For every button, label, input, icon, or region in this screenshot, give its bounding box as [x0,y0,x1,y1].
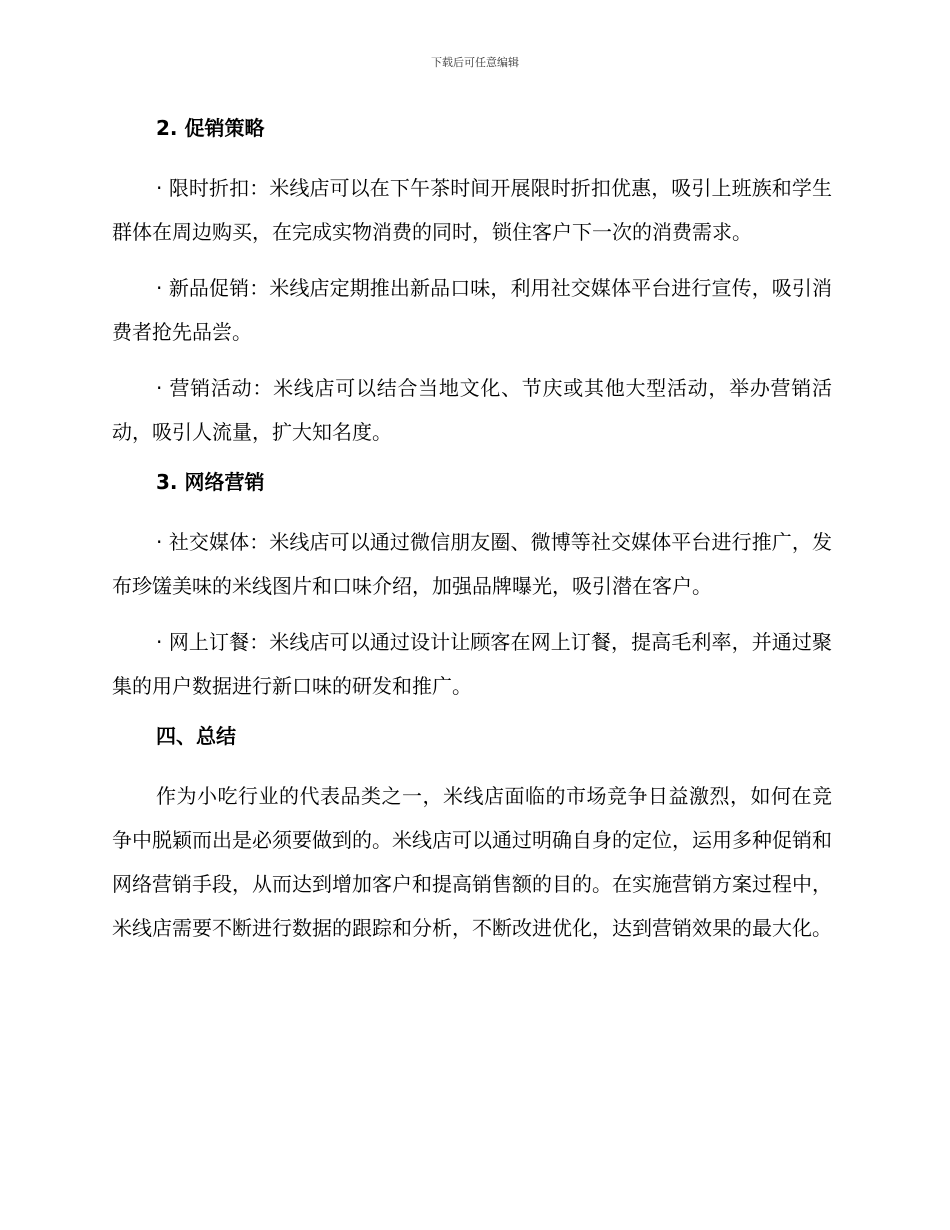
paragraph-limited-discount: · 限时折扣：米线店可以在下午茶时间开展限时折扣优惠，吸引上班族和学生群体在周边购买，在完成实物消费的同时，锁住客户下一次的消费需求。 [112,176,832,244]
section-heading-online-marketing: 3. 网络营销 [156,470,265,494]
section-heading-promotion: 2. 促销策略 [156,116,265,140]
paragraph-online-ordering: · 网上订餐：米线店可以通过设计让顾客在网上订餐，提高毛利率，并通过聚集的用户数据进行新口味的研发和推广。 [112,630,832,698]
paragraph-summary: 作为小吃行业的代表品类之一，米线店面临的市场竞争日益激烈，如何在竞争中脱颖而出是必须要做到的。米线店可以通过明确自身的定位，运用多种促销和网络营销手段，从而达到增加客户和提高销售额的目的。在实施营销方案过程中，米线店需要不断进行数据的跟踪和分析，不断改进优化，达到营销效果的最大化。 [112,784,832,940]
section-heading-summary: 四、总结 [156,724,236,748]
document-body [112,112,832,962]
paragraph-marketing-events: · 营销活动：米线店可以结合当地文化、节庆或其他大型活动，举办营销活动，吸引人流量，扩大知名度。 [112,376,832,444]
paragraph-new-product-promotion: · 新品促销：米线店定期推出新品口味，利用社交媒体平台进行宣传，吸引消费者抢先品尝。 [112,276,832,344]
paragraph-social-media: · 社交媒体：米线店可以通过微信朋友圈、微博等社交媒体平台进行推广，发布珍馐美味的米线图片和口味介绍，加强品牌曝光，吸引潜在客户。 [112,530,832,598]
page-header: 下载后可任意编辑 [431,56,519,69]
